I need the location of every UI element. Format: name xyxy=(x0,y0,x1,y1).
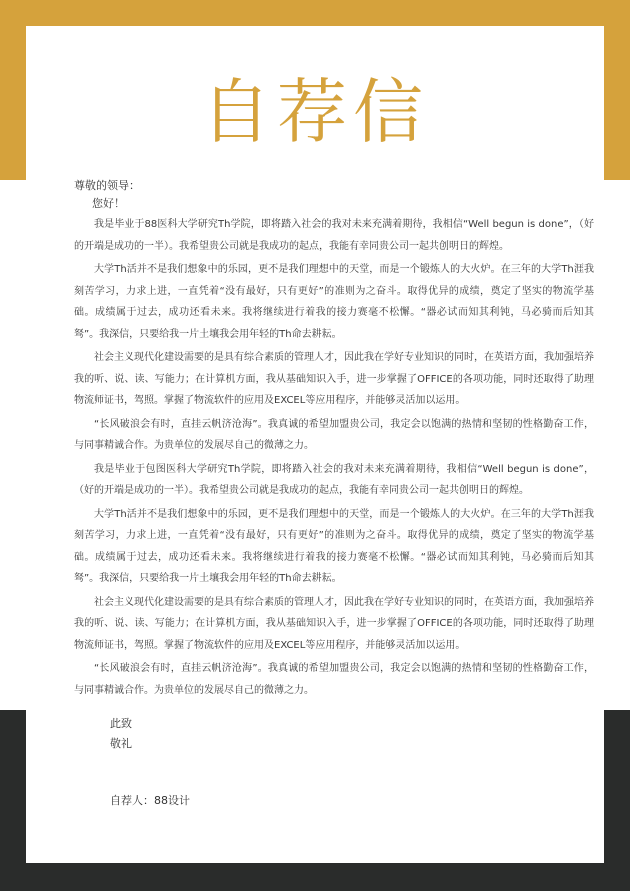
paragraph-1: 我是毕业于88医科大学研究Th学院，即将踏入社会的我对未来充满着期待，我相信“Well begun is done”，（好的开端是成功的一半）。我希望贵公司就是我成功的起点，我能有幸同贵公司一起共创明日的辉煌。 xyxy=(74,219,594,252)
salutation: 尊敬的领导： xyxy=(74,179,140,192)
paragraph-7: 社会主义现代化建设需要的是具有综合素质的管理人才，因此我在学好专业知识的同时，在英语方面，我加强培养我的听、说、读、写能力；在计算机方面，我从基础知识入手，进一步掌握了OFFICE的各项功能，同时还取得了助理物流师证书，驾照。掌握了物流软件的应用及EXCEL等应用程序，并能够灵活加以运用。 xyxy=(74,596,594,651)
closing-line-1: 此致 xyxy=(110,717,132,730)
letter-body xyxy=(74,214,594,703)
letter-title: 自荐信 xyxy=(201,71,429,153)
paragraph-3: 社会主义现代化建设需要的是具有综合素质的管理人才，因此我在学好专业知识的同时，在英语方面，我加强培养我的听、说、读、写能力；在计算机方面，我从基础知识入手，进一步掌握了OFFICE的各项功能，同时还取得了助理物流师证书，驾照。掌握了物流软件的应用及EXCEL等应用程序，并能够灵活加以运用。 xyxy=(74,352,594,406)
paragraph-6: 大学Th活并不是我们想象中的乐园，更不是我们理想中的天堂，而是一个锻炼人的大火炉。在三年的大学Th涯我刻苦学习，力求上进，一直凭着“没有最好，只有更好”的准则为之奋斗。取得优异的成绩，奠定了坚实的物流学基础。成绩属于过去，成功还看未来。我将继续进行着我的接力赛毫不松懈。“器必试而知其利钝，马必骑而后知其驽”。我深信，只要给我一片土壤我会用年轻的Th命去耕耘。 xyxy=(74,508,594,584)
paragraph-5: 我是毕业于包图医科大学研究Th学院，即将踏入社会的我对未来充满着期待，我相信“Well begun is done”，（好的开端是成功的一半）。我希望贵公司就是我成功的起点，我能有幸同贵公司一起共创明日的辉煌。 xyxy=(74,463,594,496)
closing-line-2: 敬礼 xyxy=(110,737,132,750)
closing-block xyxy=(110,714,132,754)
paragraph-2: 大学Th活并不是我们想象中的乐园，更不是我们理想中的天堂，而是一个锻炼人的大火炉。在三年的大学Th涯我刻苦学习，力求上进，一直凭着“没有最好，只有更好”的准则为之奋斗。取得优异的成绩，奠定了坚实的物流学基础。成绩属于过去，成功还看未来。我将继续进行着我的接力赛毫不松懈。“器必试而知其利钝，马必骑而后知其驽”。我深信，只要给我一片土壤我会用年轻的Th命去耕耘。 xyxy=(74,264,594,340)
paragraph-8: “长风破浪会有时，直挂云帆济沧海”。我真诚的希望加盟贵公司，我定会以饱满的热情和坚韧的性格勤奋工作，与同事精诚合作。为贵单位的发展尽自己的微薄之力。 xyxy=(74,663,594,696)
signature: 自荐人：88设计 xyxy=(110,794,190,807)
letter-sheet xyxy=(26,26,604,863)
paragraph-4: “长风破浪会有时，直挂云帆济沧海”。我真诚的希望加盟贵公司，我定会以饱满的热情和坚韧的性格勤奋工作，与同事精诚合作。为贵单位的发展尽自己的微薄之力。 xyxy=(74,418,594,451)
greeting: 您好！ xyxy=(92,197,125,210)
